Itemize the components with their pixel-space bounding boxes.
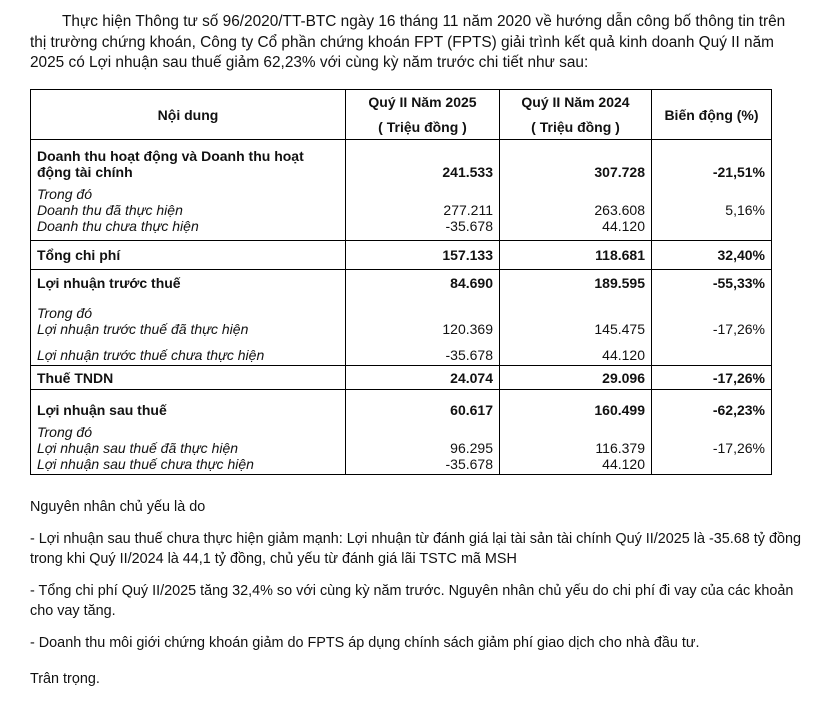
note-item: - Tổng chi phí Quý II/2025 tăng 32,4% so với cùng kỳ năm trước. Nguyên nhân chủ yếu do chi phí đi vay của các khoản cho vay tăng. xyxy=(30,583,794,619)
intro-paragraph xyxy=(30,12,805,74)
revenue-2025: 241.533 xyxy=(442,164,493,180)
notes-section xyxy=(30,497,805,701)
pretax-unrealized-label: Lợi nhuận trước thuế chưa thực hiện xyxy=(37,347,265,363)
total-cost-row xyxy=(31,241,772,270)
intro-text: Thực hiện Thông tư số 96/2020/TT-BTC ngày 16 tháng 11 năm 2020 về hướng dẫn công bố thông tin trên thị trường chứng khoán, Công ty Cổ phần chứng khoán FPT (FPTS) giải trình kết quả kinh doanh Quý II năm 2025 có Lợi nhuận sau thuế giảm 62,23% với cùng kỳ năm trước chi tiết như sau: xyxy=(30,13,786,71)
pretax-2024-cell xyxy=(500,270,652,366)
unit-label: ( Triệu đồng ) xyxy=(531,118,620,135)
cit-2024: 29.096 xyxy=(500,366,652,390)
aftertax-2024-cell xyxy=(500,390,652,475)
revenue-realized-label: Doanh thu đã thực hiện xyxy=(37,202,183,218)
revenue-labels xyxy=(31,140,346,241)
header-q2-2025: Quý II Năm 2025 xyxy=(346,90,500,115)
revenue-unrealized-label: Doanh thu chưa thực hiện xyxy=(37,218,199,234)
pretax-realized-label: Lợi nhuận trước thuế đã thực hiện xyxy=(37,321,249,337)
aftertax-group xyxy=(31,390,772,475)
aftertax-unrealized-label: Lợi nhuận sau thuế chưa thực hiện xyxy=(37,456,254,472)
aftertax-realized-change: -17,26% xyxy=(712,440,765,456)
header-change: Biến động (%) xyxy=(652,90,772,140)
revenue-change: -21,51% xyxy=(712,164,765,180)
revenue-group xyxy=(31,140,772,241)
revenue-realized-2025: 277.211 xyxy=(443,202,493,218)
note-item: - Lợi nhuận sau thuế chưa thực hiện giảm mạnh: Lợi nhuận từ đánh giá lại tài sản tài chính Quý II/2025 là -35.68 tỷ đồng trong khi Quý II/2024 là 44,1 tỷ đồng, chủ yếu từ đánh giá lãi TSTC mã MSH xyxy=(30,531,801,567)
header-unit-2025 xyxy=(346,115,500,140)
total-cost-2024: 118.681 xyxy=(500,241,652,270)
pretax-change-cell xyxy=(652,270,772,366)
cit-row xyxy=(31,366,772,390)
cit-2025: 24.074 xyxy=(346,366,500,390)
revenue-2024: 307.728 xyxy=(594,164,645,180)
unit-label: ( Triệu đồng ) xyxy=(378,118,467,135)
aftertax-realized-2024: 116.379 xyxy=(595,440,645,456)
pretax-labels xyxy=(31,270,346,366)
pretax-2024: 189.595 xyxy=(594,275,645,291)
pretax-unrealized-2024: 44.120 xyxy=(602,347,645,363)
revenue-sub-label: Trong đó xyxy=(37,186,92,202)
header-content: Nội dung xyxy=(31,90,346,140)
aftertax-change: -62,23% xyxy=(712,402,765,418)
aftertax-sub-label: Trong đó xyxy=(37,424,92,440)
note-item: - Doanh thu môi giới chứng khoán giảm do FPTS áp dụng chính sách giảm phí giao dịch cho nhà đầu tư. xyxy=(30,635,700,651)
revenue-realized-2024: 263.608 xyxy=(594,202,645,218)
revenue-realized-change: 5,16% xyxy=(725,202,765,218)
aftertax-change-cell xyxy=(652,390,772,475)
aftertax-realized-2025: 96.295 xyxy=(450,440,493,456)
pretax-realized-2025: 120.369 xyxy=(442,321,493,337)
header-unit-2024 xyxy=(500,115,652,140)
closing-text: Trân trọng. xyxy=(30,671,100,687)
total-cost-2025: 157.133 xyxy=(346,241,500,270)
header-row xyxy=(31,90,772,115)
pretax-realized-change: -17,26% xyxy=(712,321,765,337)
cit-change: -17,26% xyxy=(652,366,772,390)
aftertax-labels xyxy=(31,390,346,475)
pretax-label: Lợi nhuận trước thuế xyxy=(37,275,181,291)
pretax-2025: 84.690 xyxy=(450,275,493,291)
pretax-unrealized-2025: -35.678 xyxy=(445,347,493,363)
aftertax-realized-label: Lợi nhuận sau thuế đã thực hiện xyxy=(37,440,239,456)
aftertax-unrealized-2025: -35.678 xyxy=(445,456,493,472)
results-table xyxy=(30,89,772,475)
aftertax-label: Lợi nhuận sau thuế xyxy=(37,402,167,418)
pretax-change: -55,33% xyxy=(712,275,765,291)
revenue-change-cell xyxy=(652,140,772,241)
total-cost-change: 32,40% xyxy=(652,241,772,270)
aftertax-2025: 60.617 xyxy=(450,402,493,418)
pretax-2025-cell xyxy=(346,270,500,366)
revenue-unrealized-2024: 44.120 xyxy=(602,218,645,234)
notes-lead: Nguyên nhân chủ yếu là do xyxy=(30,499,206,515)
pretax-group xyxy=(31,270,772,366)
revenue-2024-cell xyxy=(500,140,652,241)
revenue-unrealized-2025: -35.678 xyxy=(445,218,493,234)
total-cost-label: Tổng chi phí xyxy=(31,241,346,270)
header-q2-2024: Quý II Năm 2024 xyxy=(500,90,652,115)
revenue-2025-cell xyxy=(346,140,500,241)
aftertax-2025-cell xyxy=(346,390,500,475)
revenue-label: Doanh thu hoạt động và Doanh thu hoạt động tài chính xyxy=(37,148,304,180)
pretax-realized-2024: 145.475 xyxy=(594,321,645,337)
aftertax-2024: 160.499 xyxy=(594,402,645,418)
pretax-sub-label: Trong đó xyxy=(37,305,92,321)
cit-label: Thuế TNDN xyxy=(31,366,346,390)
aftertax-unrealized-2024: 44.120 xyxy=(602,456,645,472)
